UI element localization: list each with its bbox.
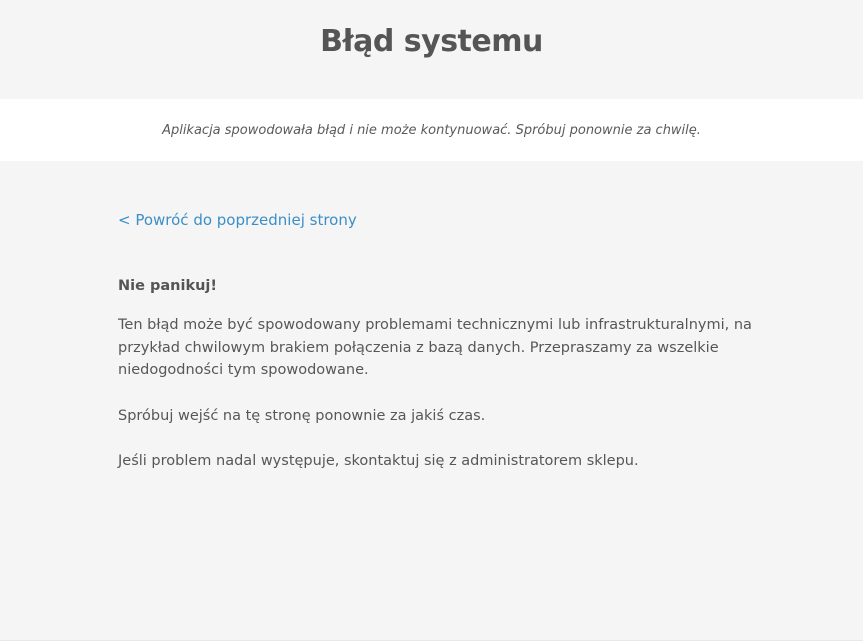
error-message: Aplikacja spowodowała błąd i nie może kontynuować. Spróbuj ponownie za chwilę.: [162, 122, 701, 138]
paragraph-contact: Jeśli problem nadal występuje, skontaktuj się z administratorem sklepu.: [118, 453, 639, 469]
main-content: [0, 161, 863, 473]
paragraph-retry: Spróbuj wejść na tę stronę ponownie za jakiś czas.: [118, 407, 486, 424]
paragraph-cause: Ten błąd może być spowodowany problemami technicznymi lub infrastrukturalnymi, na przykład chwilowym brakiem połączenia z bazą danych. Przepraszamy za wszelkie niedogodności tym spowodowane.: [118, 317, 752, 378]
error-banner: [0, 99, 863, 161]
page-header: [0, 0, 863, 99]
section-heading: Nie panikuj!: [118, 278, 217, 294]
page-title: Błąd systemu: [320, 24, 543, 59]
back-link[interactable]: < Powróć do poprzedniej strony: [118, 211, 357, 229]
